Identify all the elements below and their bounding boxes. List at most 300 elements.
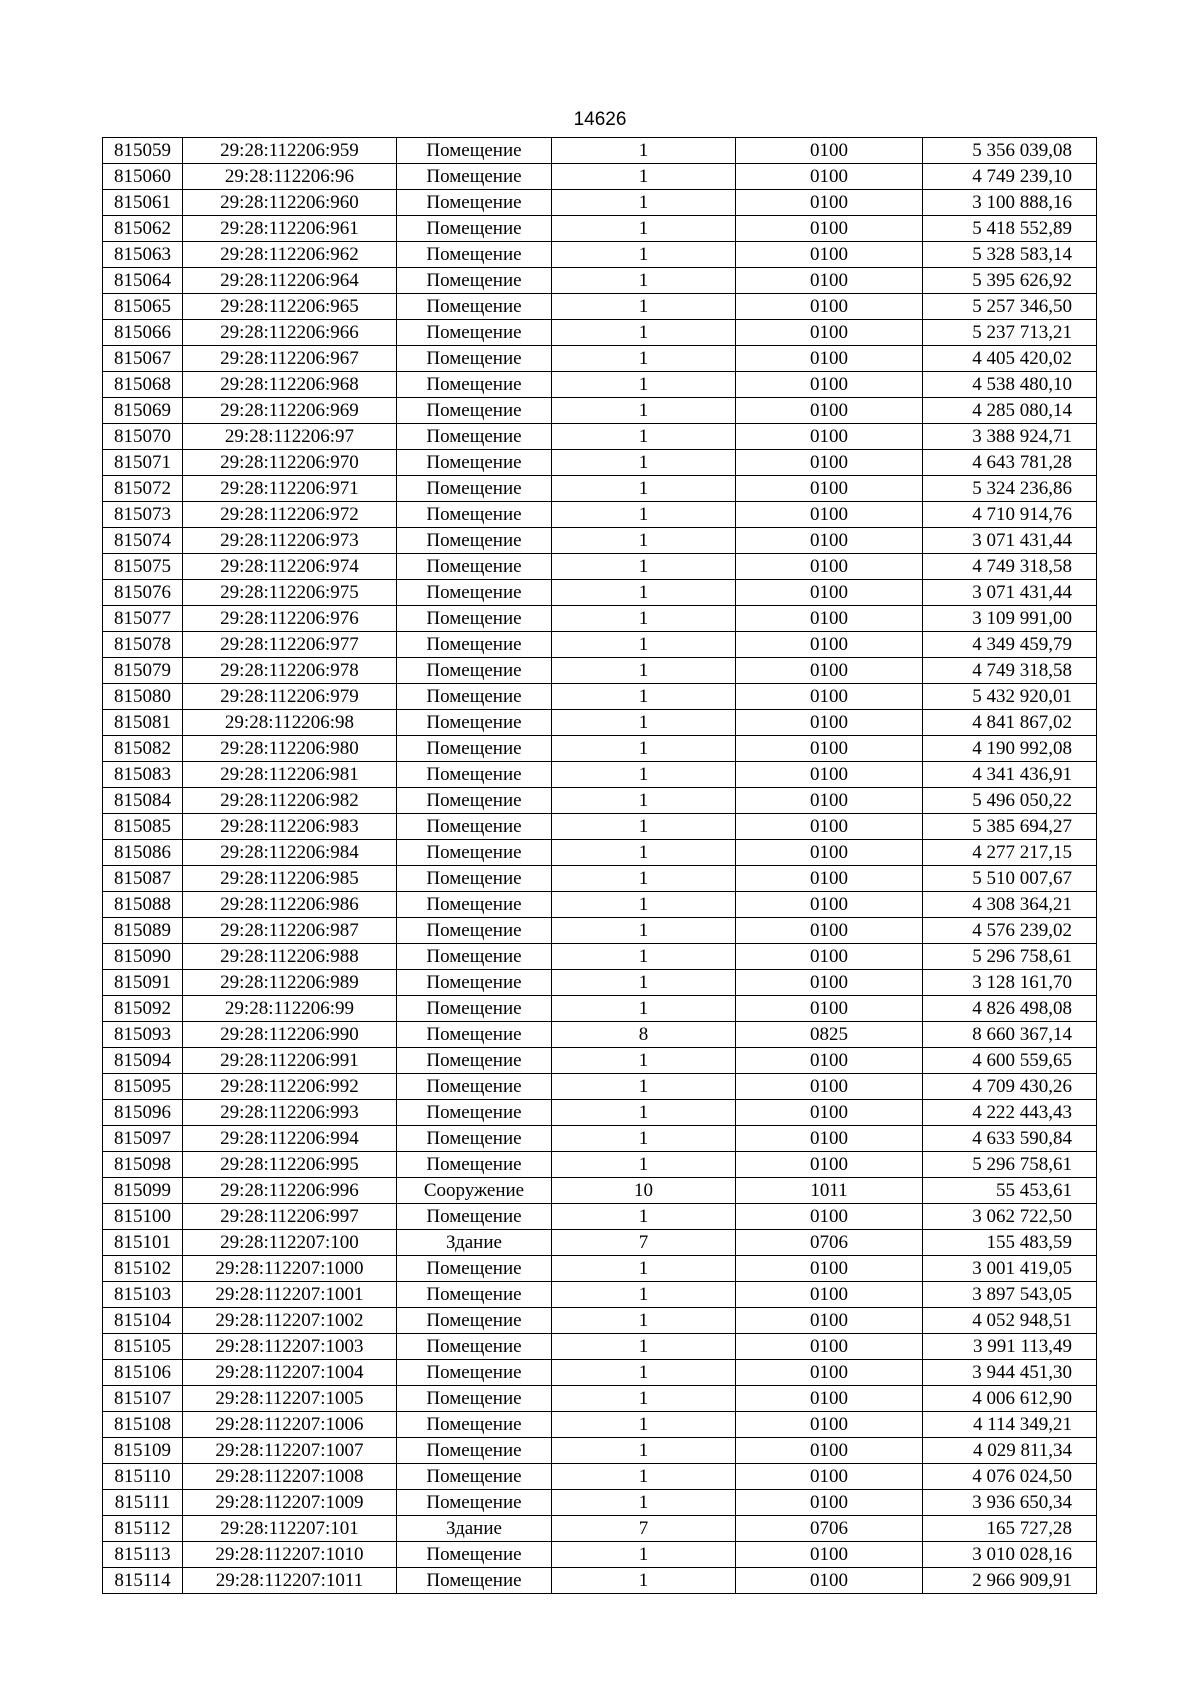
cadastral-number-cell: 29:28:112206:959 [183,138,397,164]
code-cell: 0100 [736,762,923,788]
code-cell: 0100 [736,1334,923,1360]
cadastral-value-cell: 4 633 590,84 [923,1126,1097,1152]
cadastral-value-cell: 4 114 349,21 [923,1412,1097,1438]
cadastral-value-cell: 3 944 451,30 [923,1360,1097,1386]
code-cell: 0706 [736,1516,923,1542]
code-cell: 0100 [736,398,923,424]
table-row [103,762,1097,788]
code-cell: 0100 [736,1152,923,1178]
code-cell: 0100 [736,346,923,372]
table-row [103,320,1097,346]
cadastral-number-cell: 29:28:112206:989 [183,970,397,996]
code-cell: 0100 [736,1100,923,1126]
record-number-cell: 815077 [103,606,183,632]
object-type-cell: Помещение [397,1204,552,1230]
group-cell: 1 [552,1412,736,1438]
group-cell: 1 [552,684,736,710]
cadastral-number-cell: 29:28:112206:978 [183,658,397,684]
object-type-cell: Помещение [397,1308,552,1334]
record-number-cell: 815110 [103,1464,183,1490]
table-row [103,346,1097,372]
cadastral-number-cell: 29:28:112206:968 [183,372,397,398]
cadastral-value-cell: 4 190 992,08 [923,736,1097,762]
code-cell: 0100 [736,242,923,268]
group-cell: 1 [552,1490,736,1516]
code-cell: 0100 [736,1438,923,1464]
table-row [103,398,1097,424]
record-number-cell: 815068 [103,372,183,398]
cadastral-number-cell: 29:28:112206:962 [183,242,397,268]
cadastral-number-cell: 29:28:112206:991 [183,1048,397,1074]
table-row [103,632,1097,658]
cadastral-number-cell: 29:28:112206:986 [183,892,397,918]
code-cell: 0100 [736,450,923,476]
cadastral-number-cell: 29:28:112206:980 [183,736,397,762]
cadastral-number-cell: 29:28:112207:1006 [183,1412,397,1438]
group-cell: 1 [552,1152,736,1178]
cadastral-number-cell: 29:28:112206:997 [183,1204,397,1230]
object-type-cell: Помещение [397,658,552,684]
cadastral-value-cell: 5 328 583,14 [923,242,1097,268]
table-row [103,944,1097,970]
code-cell: 0100 [736,944,923,970]
cadastral-number-cell: 29:28:112206:994 [183,1126,397,1152]
cadastral-number-cell: 29:28:112206:976 [183,606,397,632]
group-cell: 1 [552,372,736,398]
object-type-cell: Помещение [397,1438,552,1464]
record-number-cell: 815066 [103,320,183,346]
object-type-cell: Помещение [397,502,552,528]
object-type-cell: Помещение [397,1360,552,1386]
code-cell: 0100 [736,606,923,632]
code-cell: 0100 [736,1308,923,1334]
cadastral-number-cell: 29:28:112207:1009 [183,1490,397,1516]
record-number-cell: 815062 [103,216,183,242]
cadastral-value-cell: 5 324 236,86 [923,476,1097,502]
object-type-cell: Помещение [397,1100,552,1126]
code-cell: 0100 [736,1490,923,1516]
object-type-cell: Помещение [397,424,552,450]
group-cell: 1 [552,502,736,528]
cadastral-number-cell: 29:28:112206:996 [183,1178,397,1204]
object-type-cell: Помещение [397,944,552,970]
cadastral-value-cell: 4 405 420,02 [923,346,1097,372]
record-number-cell: 815089 [103,918,183,944]
group-cell: 1 [552,294,736,320]
code-cell: 0100 [736,996,923,1022]
group-cell: 1 [552,866,736,892]
group-cell: 1 [552,242,736,268]
record-number-cell: 815098 [103,1152,183,1178]
table-row [103,372,1097,398]
cadastral-number-cell: 29:28:112206:985 [183,866,397,892]
table-row [103,554,1097,580]
code-cell: 0100 [736,1360,923,1386]
code-cell: 0100 [736,892,923,918]
record-number-cell: 815074 [103,528,183,554]
table-row [103,918,1097,944]
code-cell: 0706 [736,1230,923,1256]
code-cell: 0100 [736,632,923,658]
group-cell: 1 [552,944,736,970]
table-row [103,1178,1097,1204]
table-row [103,216,1097,242]
record-number-cell: 815108 [103,1412,183,1438]
cadastral-value-cell: 5 385 694,27 [923,814,1097,840]
registry-table [102,137,1097,1594]
object-type-cell: Помещение [397,1490,552,1516]
code-cell: 0100 [736,1568,923,1594]
code-cell: 0100 [736,1412,923,1438]
object-type-cell: Помещение [397,710,552,736]
object-type-cell: Помещение [397,320,552,346]
code-cell: 0100 [736,528,923,554]
object-type-cell: Помещение [397,918,552,944]
cadastral-number-cell: 29:28:112206:973 [183,528,397,554]
table-row [103,658,1097,684]
object-type-cell: Помещение [397,1126,552,1152]
code-cell: 0100 [736,1204,923,1230]
cadastral-value-cell: 4 643 781,28 [923,450,1097,476]
cadastral-value-cell: 3 071 431,44 [923,580,1097,606]
object-type-cell: Сооружение [397,1178,552,1204]
code-cell: 0100 [736,476,923,502]
table-row [103,970,1097,996]
table-row [103,788,1097,814]
group-cell: 1 [552,1204,736,1230]
group-cell: 1 [552,606,736,632]
table-row [103,606,1097,632]
cadastral-value-cell: 155 483,59 [923,1230,1097,1256]
object-type-cell: Помещение [397,242,552,268]
table-row [103,1100,1097,1126]
cadastral-number-cell: 29:28:112206:98 [183,710,397,736]
cadastral-value-cell: 2 966 909,91 [923,1568,1097,1594]
cadastral-value-cell: 4 076 024,50 [923,1464,1097,1490]
record-number-cell: 815112 [103,1516,183,1542]
table-row [103,1542,1097,1568]
cadastral-value-cell: 4 600 559,65 [923,1048,1097,1074]
cadastral-value-cell: 3 897 543,05 [923,1282,1097,1308]
group-cell: 1 [552,528,736,554]
code-cell: 0100 [736,970,923,996]
cadastral-number-cell: 29:28:112206:967 [183,346,397,372]
record-number-cell: 815075 [103,554,183,580]
cadastral-number-cell: 29:28:112206:969 [183,398,397,424]
code-cell: 0100 [736,372,923,398]
table-row [103,1516,1097,1542]
table-row [103,1438,1097,1464]
record-number-cell: 815076 [103,580,183,606]
group-cell: 1 [552,346,736,372]
table-row [103,1464,1097,1490]
cadastral-value-cell: 3 388 924,71 [923,424,1097,450]
record-number-cell: 815069 [103,398,183,424]
record-number-cell: 815059 [103,138,183,164]
object-type-cell: Помещение [397,1542,552,1568]
code-cell: 0100 [736,424,923,450]
code-cell: 0100 [736,1126,923,1152]
cadastral-value-cell: 4 308 364,21 [923,892,1097,918]
record-number-cell: 815061 [103,190,183,216]
record-number-cell: 815105 [103,1334,183,1360]
table-row [103,268,1097,294]
record-number-cell: 815072 [103,476,183,502]
cadastral-number-cell: 29:28:112206:961 [183,216,397,242]
table-row [103,736,1097,762]
group-cell: 1 [552,1048,736,1074]
cadastral-value-cell: 3 128 161,70 [923,970,1097,996]
object-type-cell: Помещение [397,294,552,320]
group-cell: 1 [552,1256,736,1282]
cadastral-number-cell: 29:28:112206:984 [183,840,397,866]
object-type-cell: Помещение [397,866,552,892]
object-type-cell: Помещение [397,268,552,294]
object-type-cell: Помещение [397,1386,552,1412]
cadastral-number-cell: 29:28:112206:988 [183,944,397,970]
table-row [103,1152,1097,1178]
group-cell: 1 [552,1438,736,1464]
record-number-cell: 815091 [103,970,183,996]
cadastral-number-cell: 29:28:112206:974 [183,554,397,580]
code-cell: 0100 [736,164,923,190]
table-row [103,1490,1097,1516]
cadastral-number-cell: 29:28:112207:1003 [183,1334,397,1360]
record-number-cell: 815095 [103,1074,183,1100]
group-cell: 1 [552,892,736,918]
cadastral-number-cell: 29:28:112206:971 [183,476,397,502]
group-cell: 1 [552,788,736,814]
record-number-cell: 815102 [103,1256,183,1282]
cadastral-value-cell: 4 576 239,02 [923,918,1097,944]
group-cell: 1 [552,918,736,944]
code-cell: 0100 [736,190,923,216]
code-cell: 0100 [736,580,923,606]
page-number: 14626 [573,109,627,130]
code-cell: 0100 [736,268,923,294]
group-cell: 8 [552,1022,736,1048]
record-number-cell: 815104 [103,1308,183,1334]
group-cell: 1 [552,190,736,216]
object-type-cell: Помещение [397,1022,552,1048]
object-type-cell: Помещение [397,528,552,554]
group-cell: 1 [552,450,736,476]
table-row [103,528,1097,554]
record-number-cell: 815086 [103,840,183,866]
record-number-cell: 815097 [103,1126,183,1152]
table-row [103,1074,1097,1100]
table-row [103,450,1097,476]
object-type-cell: Помещение [397,1412,552,1438]
table-row [103,1412,1097,1438]
cadastral-value-cell: 4 710 914,76 [923,502,1097,528]
cadastral-number-cell: 29:28:112207:1008 [183,1464,397,1490]
record-number-cell: 815094 [103,1048,183,1074]
table-row [103,476,1097,502]
cadastral-value-cell: 55 453,61 [923,1178,1097,1204]
group-cell: 1 [552,1308,736,1334]
object-type-cell: Помещение [397,1334,552,1360]
cadastral-number-cell: 29:28:112207:1005 [183,1386,397,1412]
cadastral-value-cell: 3 062 722,50 [923,1204,1097,1230]
cadastral-number-cell: 29:28:112206:983 [183,814,397,840]
record-number-cell: 815093 [103,1022,183,1048]
cadastral-number-cell: 29:28:112206:965 [183,294,397,320]
group-cell: 1 [552,658,736,684]
cadastral-value-cell: 4 222 443,43 [923,1100,1097,1126]
record-number-cell: 815073 [103,502,183,528]
record-number-cell: 815096 [103,1100,183,1126]
cadastral-value-cell: 3 100 888,16 [923,190,1097,216]
group-cell: 1 [552,996,736,1022]
record-number-cell: 815106 [103,1360,183,1386]
cadastral-value-cell: 5 418 552,89 [923,216,1097,242]
object-type-cell: Помещение [397,372,552,398]
code-cell: 0100 [736,216,923,242]
table-row [103,1308,1097,1334]
group-cell: 10 [552,1178,736,1204]
record-number-cell: 815067 [103,346,183,372]
cadastral-number-cell: 29:28:112207:1011 [183,1568,397,1594]
cadastral-value-cell: 3 109 991,00 [923,606,1097,632]
registry-table-body [103,138,1097,1594]
object-type-cell: Помещение [397,1048,552,1074]
code-cell: 0100 [736,1048,923,1074]
cadastral-value-cell: 3 010 028,16 [923,1542,1097,1568]
cadastral-number-cell: 29:28:112206:995 [183,1152,397,1178]
cadastral-value-cell: 4 029 811,34 [923,1438,1097,1464]
group-cell: 1 [552,840,736,866]
code-cell: 0100 [736,502,923,528]
cadastral-value-cell: 5 257 346,50 [923,294,1097,320]
record-number-cell: 815114 [103,1568,183,1594]
cadastral-number-cell: 29:28:112206:975 [183,580,397,606]
code-cell: 0100 [736,658,923,684]
cadastral-number-cell: 29:28:112207:1001 [183,1282,397,1308]
cadastral-value-cell: 5 356 039,08 [923,138,1097,164]
group-cell: 1 [552,554,736,580]
object-type-cell: Помещение [397,970,552,996]
record-number-cell: 815087 [103,866,183,892]
cadastral-value-cell: 5 496 050,22 [923,788,1097,814]
object-type-cell: Помещение [397,398,552,424]
code-cell: 0100 [736,554,923,580]
object-type-cell: Помещение [397,632,552,658]
cadastral-value-cell: 5 296 758,61 [923,944,1097,970]
table-row [103,684,1097,710]
object-type-cell: Помещение [397,190,552,216]
record-number-cell: 815090 [103,944,183,970]
code-cell: 0100 [736,1386,923,1412]
object-type-cell: Помещение [397,554,552,580]
code-cell: 0100 [736,1464,923,1490]
object-type-cell: Помещение [397,892,552,918]
group-cell: 1 [552,736,736,762]
table-row [103,1256,1097,1282]
table-row [103,1360,1097,1386]
group-cell: 1 [552,164,736,190]
table-row [103,1126,1097,1152]
table-row [103,814,1097,840]
cadastral-number-cell: 29:28:112206:979 [183,684,397,710]
cadastral-value-cell: 4 749 318,58 [923,658,1097,684]
code-cell: 1011 [736,1178,923,1204]
code-cell: 0100 [736,736,923,762]
group-cell: 1 [552,1386,736,1412]
cadastral-value-cell: 4 749 239,10 [923,164,1097,190]
table-row [103,866,1097,892]
table-row [103,242,1097,268]
cadastral-number-cell: 29:28:112207:1004 [183,1360,397,1386]
table-row [103,190,1097,216]
cadastral-number-cell: 29:28:112206:993 [183,1100,397,1126]
record-number-cell: 815065 [103,294,183,320]
code-cell: 0100 [736,814,923,840]
group-cell: 7 [552,1516,736,1542]
code-cell: 0100 [736,320,923,346]
cadastral-value-cell: 4 826 498,08 [923,996,1097,1022]
record-number-cell: 815071 [103,450,183,476]
cadastral-value-cell: 5 296 758,61 [923,1152,1097,1178]
group-cell: 1 [552,632,736,658]
cadastral-value-cell: 4 841 867,02 [923,710,1097,736]
code-cell: 0100 [736,1074,923,1100]
group-cell: 1 [552,1568,736,1594]
record-number-cell: 815070 [103,424,183,450]
record-number-cell: 815078 [103,632,183,658]
cadastral-value-cell: 5 395 626,92 [923,268,1097,294]
group-cell: 7 [552,1230,736,1256]
object-type-cell: Помещение [397,684,552,710]
record-number-cell: 815081 [103,710,183,736]
cadastral-number-cell: 29:28:112206:982 [183,788,397,814]
record-number-cell: 815100 [103,1204,183,1230]
cadastral-number-cell: 29:28:112206:987 [183,918,397,944]
code-cell: 0100 [736,840,923,866]
cadastral-value-cell: 5 237 713,21 [923,320,1097,346]
code-cell: 0100 [736,684,923,710]
group-cell: 1 [552,1074,736,1100]
record-number-cell: 815084 [103,788,183,814]
object-type-cell: Помещение [397,788,552,814]
table-row [103,1568,1097,1594]
object-type-cell: Помещение [397,1074,552,1100]
cadastral-number-cell: 29:28:112207:1002 [183,1308,397,1334]
table-row [103,892,1097,918]
table-row [103,710,1097,736]
group-cell: 1 [552,970,736,996]
record-number-cell: 815063 [103,242,183,268]
cadastral-value-cell: 3 071 431,44 [923,528,1097,554]
object-type-cell: Помещение [397,138,552,164]
code-cell: 0825 [736,1022,923,1048]
cadastral-number-cell: 29:28:112206:964 [183,268,397,294]
group-cell: 1 [552,1360,736,1386]
table-row [103,424,1097,450]
cadastral-number-cell: 29:28:112206:97 [183,424,397,450]
code-cell: 0100 [736,1282,923,1308]
group-cell: 1 [552,476,736,502]
cadastral-number-cell: 29:28:112206:970 [183,450,397,476]
group-cell: 1 [552,268,736,294]
record-number-cell: 815107 [103,1386,183,1412]
group-cell: 1 [552,1464,736,1490]
cadastral-number-cell: 29:28:112206:966 [183,320,397,346]
cadastral-value-cell: 4 709 430,26 [923,1074,1097,1100]
table-row [103,138,1097,164]
cadastral-number-cell: 29:28:112206:992 [183,1074,397,1100]
table-row [103,1282,1097,1308]
